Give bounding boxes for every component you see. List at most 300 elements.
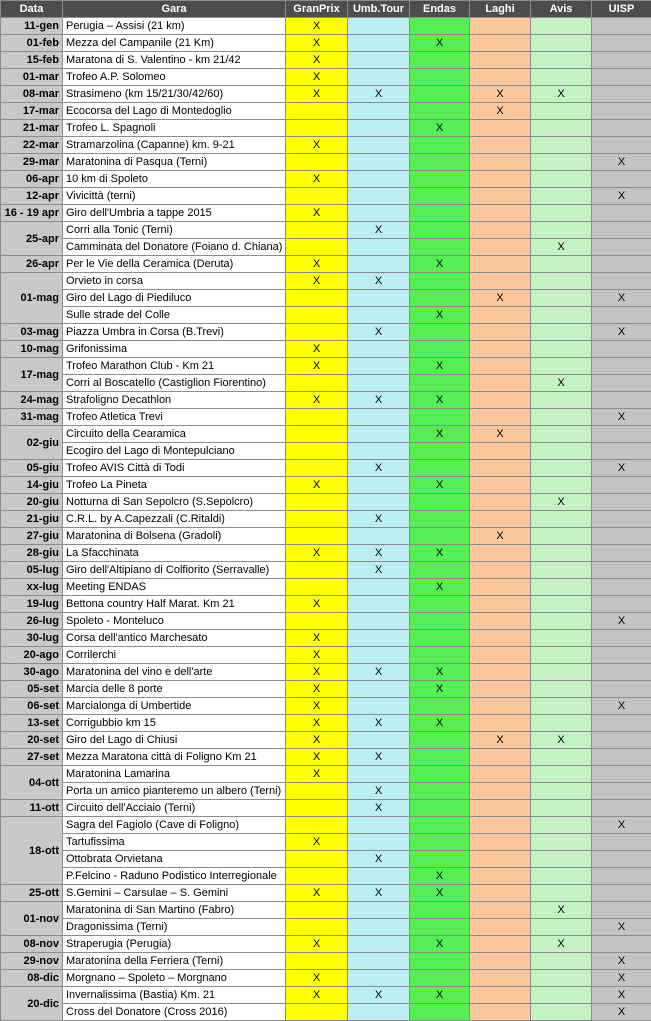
umbtour-cell [348,766,410,783]
laghi-cell [470,749,531,766]
table-row [1,953,651,970]
race-name: Trofeo AVIS Città di Todi [63,460,286,477]
avis-cell [531,681,592,698]
umbtour-cell [348,341,410,358]
laghi-cell [470,120,531,137]
umbtour-cell [348,868,410,885]
header-data: Data [1,1,63,18]
race-date: 27-giu [1,528,63,545]
race-date: 11-ott [1,800,63,817]
granprix-mark: X [286,256,348,273]
table-row [1,647,651,664]
uisp-mark: X [592,409,651,426]
endas-cell [410,647,470,664]
endas-cell [410,800,470,817]
umbtour-cell [348,1004,410,1021]
uisp-mark: X [592,970,651,987]
granprix-mark: X [286,630,348,647]
endas-cell [410,86,470,103]
race-name: Maratonina di San Martino (Fabro) [63,902,286,919]
umbtour-cell [348,307,410,324]
avis-mark: X [531,494,592,511]
race-name: Strafoligno Decathlon [63,392,286,409]
table-row [1,851,651,868]
laghi-cell [470,630,531,647]
uisp-cell [592,596,651,613]
table-row [1,103,651,120]
table-row [1,375,651,392]
race-name: Morgnano – Spoleto – Morgnano [63,970,286,987]
endas-cell [410,783,470,800]
laghi-cell [470,664,531,681]
avis-cell [531,120,592,137]
uisp-mark: X [592,919,651,936]
table-row [1,1004,651,1021]
race-date: 17-mar [1,103,63,120]
endas-cell [410,528,470,545]
granprix-cell [286,817,348,834]
race-date: 25-ott [1,885,63,902]
umbtour-cell [348,358,410,375]
laghi-cell [470,341,531,358]
granprix-cell [286,511,348,528]
race-date: 20-giu [1,494,63,511]
uisp-mark: X [592,460,651,477]
umbtour-cell [348,409,410,426]
granprix-cell [286,120,348,137]
table-row [1,511,651,528]
table-row [1,579,651,596]
granprix-cell [286,528,348,545]
granprix-mark: X [286,681,348,698]
endas-cell [410,732,470,749]
endas-mark: X [410,681,470,698]
laghi-cell [470,18,531,35]
laghi-mark: X [470,86,531,103]
table-row [1,885,651,902]
race-name: Maratonina della Ferriera (Terni) [63,953,286,970]
laghi-cell [470,307,531,324]
uisp-cell [592,256,651,273]
avis-cell [531,273,592,290]
granprix-mark: X [286,766,348,783]
race-date: 15-feb [1,52,63,69]
laghi-cell [470,477,531,494]
race-date: 29-nov [1,953,63,970]
umbtour-mark: X [348,800,410,817]
table-row [1,766,651,783]
uisp-cell [592,120,651,137]
table-row [1,868,651,885]
umbtour-cell [348,834,410,851]
endas-mark: X [410,987,470,1004]
endas-cell [410,919,470,936]
granprix-cell [286,494,348,511]
endas-cell [410,375,470,392]
avis-cell [531,596,592,613]
race-date: 21-mar [1,120,63,137]
avis-mark: X [531,375,592,392]
laghi-cell [470,851,531,868]
race-date: 06-apr [1,171,63,188]
table-row [1,86,651,103]
avis-cell [531,528,592,545]
umbtour-mark: X [348,324,410,341]
granprix-cell [286,800,348,817]
race-name: Grifonissima [63,341,286,358]
endas-cell [410,817,470,834]
race-name: Corsa dell'antico Marchesato [63,630,286,647]
endas-mark: X [410,307,470,324]
table-body [1,18,651,1021]
uisp-cell [592,477,651,494]
granprix-mark: X [286,749,348,766]
granprix-mark: X [286,86,348,103]
header-row [1,1,651,18]
header-uisp: UISP [592,1,651,18]
avis-cell [531,69,592,86]
uisp-mark: X [592,188,651,205]
granprix-mark: X [286,137,348,154]
race-name: Corri al Boscatello (Castiglion Fiorentino) [63,375,286,392]
umbtour-mark: X [348,715,410,732]
umbtour-mark: X [348,545,410,562]
umbtour-mark: X [348,851,410,868]
umbtour-cell [348,443,410,460]
uisp-cell [592,630,651,647]
umbtour-cell [348,52,410,69]
granprix-cell [286,868,348,885]
laghi-cell [470,358,531,375]
race-name: Trofeo Atletica Trevi [63,409,286,426]
avis-mark: X [531,936,592,953]
race-date: 14-giu [1,477,63,494]
avis-cell [531,52,592,69]
race-date: 17-mag [1,358,63,392]
granprix-cell [286,290,348,307]
uisp-cell [592,579,651,596]
avis-cell [531,630,592,647]
umbtour-cell [348,596,410,613]
uisp-mark: X [592,324,651,341]
race-name: Cross del Donatore (Cross 2016) [63,1004,286,1021]
umbtour-cell [348,188,410,205]
race-date: 12-apr [1,188,63,205]
race-name: Sagra del Fagiolo (Cave di Foligno) [63,817,286,834]
table-row [1,749,651,766]
umbtour-mark: X [348,987,410,1004]
table-row [1,545,651,562]
laghi-cell [470,613,531,630]
uisp-cell [592,562,651,579]
uisp-cell [592,239,651,256]
uisp-cell [592,545,651,562]
granprix-mark: X [286,545,348,562]
laghi-cell [470,443,531,460]
race-name: Marcia delle 8 porte [63,681,286,698]
umbtour-mark: X [348,664,410,681]
race-name: Circuito dell'Acciaio (Terni) [63,800,286,817]
uisp-mark: X [592,1004,651,1021]
umbtour-cell [348,18,410,35]
race-name: Ecogiro del Lago di Montepulciano [63,443,286,460]
race-date: 01-feb [1,35,63,52]
umbtour-cell [348,579,410,596]
laghi-cell [470,953,531,970]
uisp-cell [592,171,651,188]
granprix-mark: X [286,18,348,35]
race-name: Maratona di S. Valentino - km 21/42 [63,52,286,69]
laghi-cell [470,1004,531,1021]
table-row [1,477,651,494]
race-name: Trofeo L. Spagnoli [63,120,286,137]
granprix-cell [286,103,348,120]
race-name: Corri alla Tonic (Terni) [63,222,286,239]
granprix-mark: X [286,273,348,290]
uisp-cell [592,511,651,528]
endas-cell [410,341,470,358]
race-name: Camminata del Donatore (Foiano d. Chiana) [63,239,286,256]
race-name: Giro del Lago di Piediluco [63,290,286,307]
race-name: Giro dell'Altipiano di Colfiorito (Serravalle) [63,562,286,579]
endas-cell [410,1004,470,1021]
uisp-cell [592,664,651,681]
table-row [1,35,651,52]
laghi-cell [470,596,531,613]
table-row [1,817,651,834]
table-row [1,681,651,698]
race-date: 01-mag [1,273,63,324]
endas-mark: X [410,256,470,273]
umbtour-mark: X [348,749,410,766]
uisp-cell [592,443,651,460]
race-date: 20-dic [1,987,63,1021]
uisp-cell [592,494,651,511]
endas-cell [410,902,470,919]
race-name: Perugia – Assisi (21 km) [63,18,286,35]
uisp-mark: X [592,613,651,630]
race-date: 25-apr [1,222,63,256]
laghi-cell [470,409,531,426]
avis-cell [531,256,592,273]
race-date: 18-ott [1,817,63,885]
avis-cell [531,171,592,188]
race-date: 30-lug [1,630,63,647]
granprix-mark: X [286,477,348,494]
laghi-cell [470,817,531,834]
umbtour-cell [348,171,410,188]
endas-cell [410,188,470,205]
granprix-cell [286,188,348,205]
granprix-cell [286,851,348,868]
laghi-cell [470,970,531,987]
endas-cell [410,103,470,120]
granprix-mark: X [286,698,348,715]
table-row [1,528,651,545]
laghi-cell [470,137,531,154]
umbtour-mark: X [348,511,410,528]
granprix-mark: X [286,647,348,664]
header-endas: Endas [410,1,470,18]
laghi-cell [470,154,531,171]
avis-cell [531,613,592,630]
laghi-cell [470,239,531,256]
table-row [1,273,651,290]
endas-mark: X [410,664,470,681]
granprix-mark: X [286,970,348,987]
laghi-cell [470,545,531,562]
race-name: C.R.L. by A.Capezzali (C.Ritaldi) [63,511,286,528]
uisp-cell [592,358,651,375]
table-row [1,987,651,1004]
endas-mark: X [410,936,470,953]
avis-cell [531,800,592,817]
endas-cell [410,205,470,222]
table-row [1,341,651,358]
umbtour-cell [348,477,410,494]
granprix-cell [286,1004,348,1021]
table-row [1,188,651,205]
granprix-mark: X [286,834,348,851]
table-row [1,171,651,188]
avis-cell [531,341,592,358]
uisp-cell [592,936,651,953]
endas-cell [410,290,470,307]
race-name: Orvieto in corsa [63,273,286,290]
laghi-cell [470,171,531,188]
granprix-cell [286,562,348,579]
granprix-cell [286,375,348,392]
race-date: 08-dic [1,970,63,987]
granprix-mark: X [286,52,348,69]
uisp-mark: X [592,698,651,715]
race-name: Giro dell'Umbria a tappe 2015 [63,205,286,222]
laghi-cell [470,681,531,698]
race-name: Ecocorsa del Lago di Montedoglio [63,103,286,120]
endas-cell [410,970,470,987]
avis-cell [531,698,592,715]
uisp-cell [592,647,651,664]
race-date: 11-gen [1,18,63,35]
laghi-mark: X [470,290,531,307]
avis-cell [531,647,592,664]
race-name: Maratonina di Bolsena (Gradoli) [63,528,286,545]
race-date: 20-set [1,732,63,749]
race-name: Trofeo Marathon Club - Km 21 [63,358,286,375]
race-date: 20-ago [1,647,63,664]
laghi-cell [470,188,531,205]
table-row [1,443,651,460]
table-row [1,307,651,324]
laghi-cell [470,902,531,919]
race-date: 29-mar [1,154,63,171]
avis-cell [531,851,592,868]
race-name: Corrilerchi [63,647,286,664]
laghi-cell [470,205,531,222]
uisp-cell [592,375,651,392]
endas-cell [410,511,470,528]
uisp-cell [592,103,651,120]
laghi-cell [470,273,531,290]
race-date: 27-set [1,749,63,766]
race-date: 08-mar [1,86,63,103]
laghi-cell [470,222,531,239]
race-name: Maratonina di Pasqua (Terni) [63,154,286,171]
laghi-cell [470,936,531,953]
race-date: 13-set [1,715,63,732]
race-date: 26-apr [1,256,63,273]
table-row [1,239,651,256]
table-row [1,732,651,749]
laghi-cell [470,834,531,851]
umbtour-mark: X [348,783,410,800]
uisp-cell [592,902,651,919]
race-name: Sulle strade del Colle [63,307,286,324]
race-name: Mezza del Campanile (21 Km) [63,35,286,52]
race-name: Notturna di San Sepolcro (S.Sepolcro) [63,494,286,511]
avis-cell [531,307,592,324]
table-row [1,715,651,732]
avis-cell [531,222,592,239]
race-name: Bettona country Half Marat. Km 21 [63,596,286,613]
avis-cell [531,885,592,902]
endas-cell [410,851,470,868]
endas-cell [410,137,470,154]
table-row [1,936,651,953]
header-umbtour: Umb.Tour [348,1,410,18]
granprix-cell [286,783,348,800]
endas-cell [410,52,470,69]
uisp-cell [592,715,651,732]
umbtour-mark: X [348,86,410,103]
granprix-mark: X [286,596,348,613]
uisp-cell [592,800,651,817]
laghi-cell [470,783,531,800]
laghi-cell [470,562,531,579]
table-row [1,324,651,341]
avis-cell [531,324,592,341]
race-date: 01-mar [1,69,63,86]
granprix-cell [286,902,348,919]
race-date: 16 - 19 apr [1,205,63,222]
umbtour-cell [348,953,410,970]
uisp-cell [592,885,651,902]
endas-cell [410,18,470,35]
umbtour-cell [348,970,410,987]
race-name: Stramarzolina (Capanne) km. 9-21 [63,137,286,154]
umbtour-cell [348,681,410,698]
race-date: 22-mar [1,137,63,154]
avis-cell [531,460,592,477]
table-row [1,460,651,477]
granprix-mark: X [286,392,348,409]
uisp-cell [592,341,651,358]
umbtour-cell [348,205,410,222]
umbtour-cell [348,256,410,273]
table-row [1,18,651,35]
avis-cell [531,392,592,409]
avis-cell [531,154,592,171]
granprix-mark: X [286,715,348,732]
avis-cell [531,18,592,35]
avis-cell [531,783,592,800]
granprix-mark: X [286,171,348,188]
laghi-mark: X [470,426,531,443]
endas-cell [410,766,470,783]
endas-mark: X [410,868,470,885]
endas-mark: X [410,545,470,562]
granprix-cell [286,307,348,324]
